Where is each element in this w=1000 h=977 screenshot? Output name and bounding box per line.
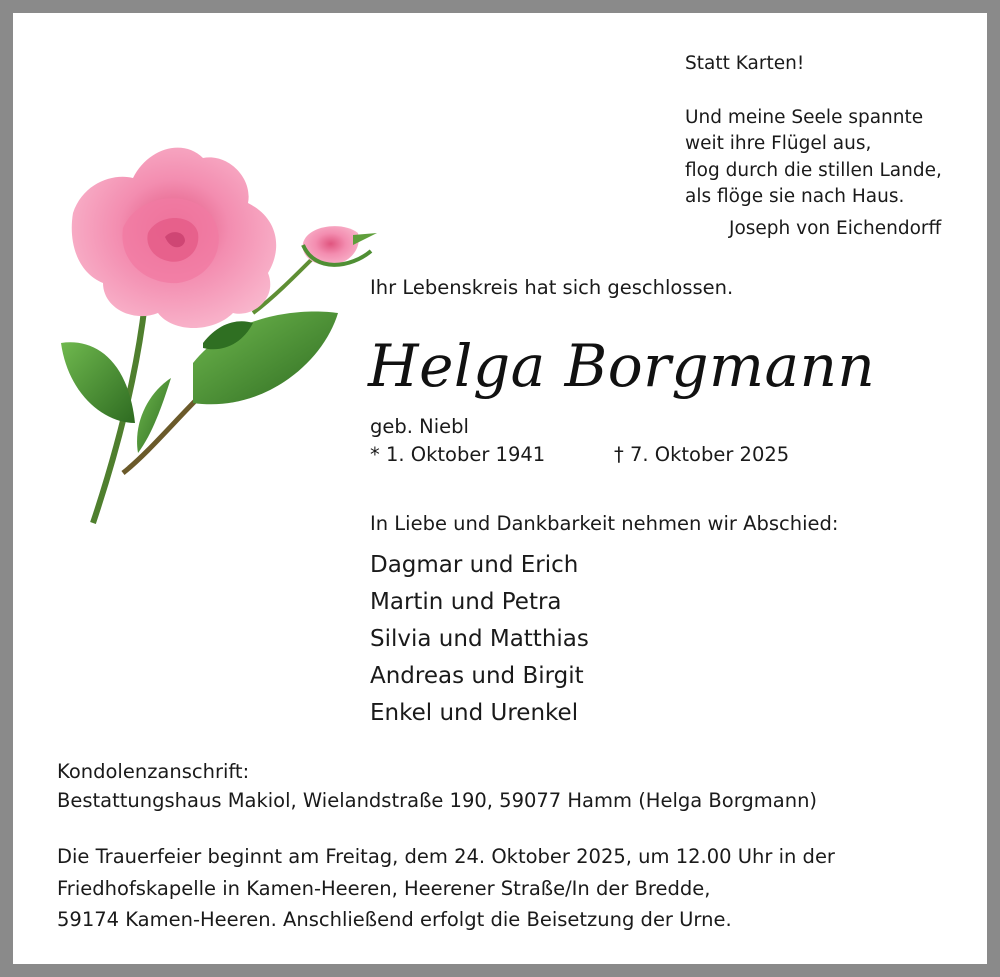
family-list	[370, 547, 589, 732]
condolence-address: Bestattungshaus Makiol, Wielandstraße 190, 59077 Hamm (Helga Borgmann)	[57, 789, 818, 812]
death-date: † 7. Oktober 2025	[614, 443, 790, 466]
poem	[685, 105, 942, 210]
maiden-name: geb. Niebl	[370, 415, 469, 438]
obituary-card	[13, 13, 987, 964]
service-section	[57, 843, 835, 938]
poem-line: weit ihre Flügel aus,	[685, 133, 872, 155]
deceased-name: Helga Borgmann	[368, 332, 876, 400]
family-member: Silvia und Matthias	[370, 626, 589, 652]
poem-line: flog durch die stillen Lande,	[685, 159, 942, 181]
family-member: Dagmar und Erich	[370, 552, 579, 578]
statt-karten-note: Statt Karten!	[685, 53, 805, 74]
service-line: 59174 Kamen-Heeren. Anschließend erfolgt die Beisetzung der Urne.	[57, 908, 732, 931]
service-line: Friedhofskapelle in Kamen-Heeren, Heerener Straße/In der Bredde,	[57, 876, 711, 900]
poem-line: Und meine Seele spannte	[685, 107, 924, 128]
birth-date: * 1. Oktober 1941	[370, 443, 546, 466]
family-member: Martin und Petra	[370, 589, 562, 615]
intro-text: Ihr Lebenskreis hat sich geschlossen.	[370, 276, 734, 299]
condolence-label: Kondolenzanschrift:	[57, 760, 250, 783]
service-line: Die Trauerfeier beginnt am Freitag, dem 24. Oktober 2025, um 12.00 Uhr in der	[57, 845, 835, 868]
family-member: Andreas und Birgit	[370, 663, 584, 689]
condolence-section	[57, 758, 817, 816]
poem-line: als flöge sie nach Haus.	[685, 185, 905, 207]
family-member: Enkel und Urenkel	[370, 700, 579, 726]
farewell-text: In Liebe und Dankbarkeit nehmen wir Abschied:	[370, 512, 839, 535]
poem-author: Joseph von Eichendorff	[729, 218, 942, 239]
rose-icon	[53, 133, 383, 543]
